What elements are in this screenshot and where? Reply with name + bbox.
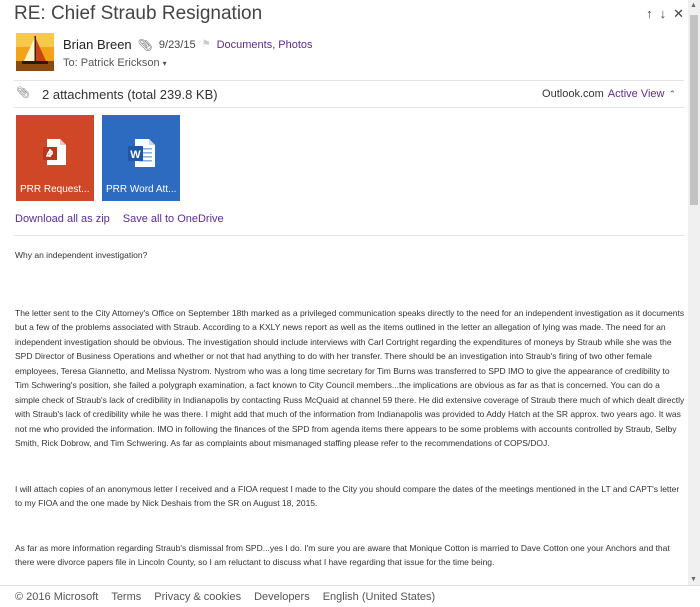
recipient-expand-icon[interactable]: ▾ [162,59,167,68]
attachment-tile-label: PRR Request... [20,184,90,195]
paperclip-icon: 📎︎ [16,87,30,99]
avatar[interactable] [16,33,54,71]
attachment-view-controls [542,88,676,100]
pdf-icon [41,137,69,167]
message-date: 9/23/15 [158,38,196,51]
sailboat-photo-icon [16,33,54,71]
scroll-up-icon[interactable]: ▲ [690,2,697,9]
attachment-tile-word[interactable] [102,115,180,201]
download-all-zip-link[interactable]: Download all as zip [15,213,110,225]
message-categories[interactable]: Documents, Photos [216,38,313,51]
divider [14,80,684,81]
attachment-bar [14,86,682,106]
message-subject: RE: Chief Straub Resignation [14,3,263,24]
language-link[interactable]: English (United States) [322,590,436,603]
close-icon[interactable]: ✕ [673,6,684,21]
page-footer [0,585,700,607]
sender-name[interactable]: Brian Breen [63,37,132,52]
previous-message-icon[interactable]: ↑ [646,6,653,21]
message-body [15,248,685,570]
attachment-indicator-icon: 📎︎ [137,37,153,52]
word-icon [127,137,157,169]
message-header [14,2,684,28]
message-nav [646,6,684,22]
divider [14,235,684,236]
divider [14,107,684,108]
flag-icon[interactable]: ⚑ [201,39,211,50]
attachment-tiles [16,115,180,201]
sender-block [16,33,684,73]
body-paragraph: As far as more information regarding Straub's dismissal from SPD...yes I do. I'm sure you are aware that Monique Cotton is married to Dave Cotton one your Anchors and that there were divorce papers file in Lincoln County, so I am reluctant to discuss what I have regarding that issue for the time being. [15,542,670,567]
recipient-text[interactable]: To: Patrick Erickson [63,57,160,69]
copyright-text: © 2016 Microsoft [15,590,99,603]
svg-text:W: W [130,149,141,161]
scrollbar-thumb[interactable] [690,15,698,205]
terms-link[interactable]: Terms [111,590,142,603]
active-view-link[interactable]: Active View [607,88,665,100]
body-paragraph: I will attach copies of an anonymous letter I received and a FIOA request I made to the City you should compare the dates of the meetings mentioned in the LT and CAPT's letter to my FIOA and the one made by Nick Deshais from the SR on August 18, 2015. [15,483,680,508]
vertical-scrollbar[interactable] [688,0,700,585]
save-to-onedrive-link[interactable]: Save all to OneDrive [122,213,224,225]
attachment-tile-pdf[interactable] [16,115,94,201]
attachment-summary: 2 attachments (total 239.8 KB) [42,87,218,102]
sender-line [63,37,313,52]
scroll-down-icon[interactable]: ▼ [690,576,697,583]
collapse-chevron-icon[interactable]: ⌃ [668,88,676,99]
body-paragraph: Why an independent investigation? [15,250,148,260]
outlook-label: Outlook.com [542,88,604,100]
download-links [15,213,224,225]
attachment-tile-label: PRR Word Att... [106,184,177,195]
next-message-icon[interactable]: ↓ [659,6,667,21]
body-paragraph: The letter sent to the City Attorney's Office on September 18th marked as a privileged communication speaks directly to the need for an independent investigation as it documents but a few of the problems associated with Straub. According to a KXLY news report as well as the items outlined in the letter an allegation of lying was made. The need for an independent investigation should be obvious. The investigation should include interviews with Carl Cortright regarding the expenditures of moneys by Straub while she was the SPD Director of Business Operations and whether or not that had anything to do with her transfer. There should be an investigation into Straub's firing of two other female employees, Teresa Giannetto, and Melissa Nystrom. Nystrom who was a long time secretary for Tim Burns was transferred to SPD IMO to give the appearance of credibility to Tim Schwering's position, she failed a polygraph examination, a fact known to City Council members...the implications are obvious as far as that is concerned. You can do a simple check of Straub's lack of credibility in Indianapolis by contacting Russ McQuaid at channel 59 there. He did extensive coverage of Straub there much of which dealt directly with Straub's lack of credibility while he was there. I might add that much of the information from Indianapolis was provided to Addy Hatch at the SR approx. two years ago. It was not me who provided the information. IMO in following the finances of the SPD from agenda items there appears to be some problems with accounts controlled by Straub, Selby Smith, Rick Dobrow, and Tim Schwering. As far as complaints about mismanaged staffing please refer to the recommendations of COPS/DOJ. [15,307,685,448]
privacy-link[interactable]: Privacy & cookies [154,590,242,603]
recipient-line [63,57,167,69]
developers-link[interactable]: Developers [254,590,310,603]
